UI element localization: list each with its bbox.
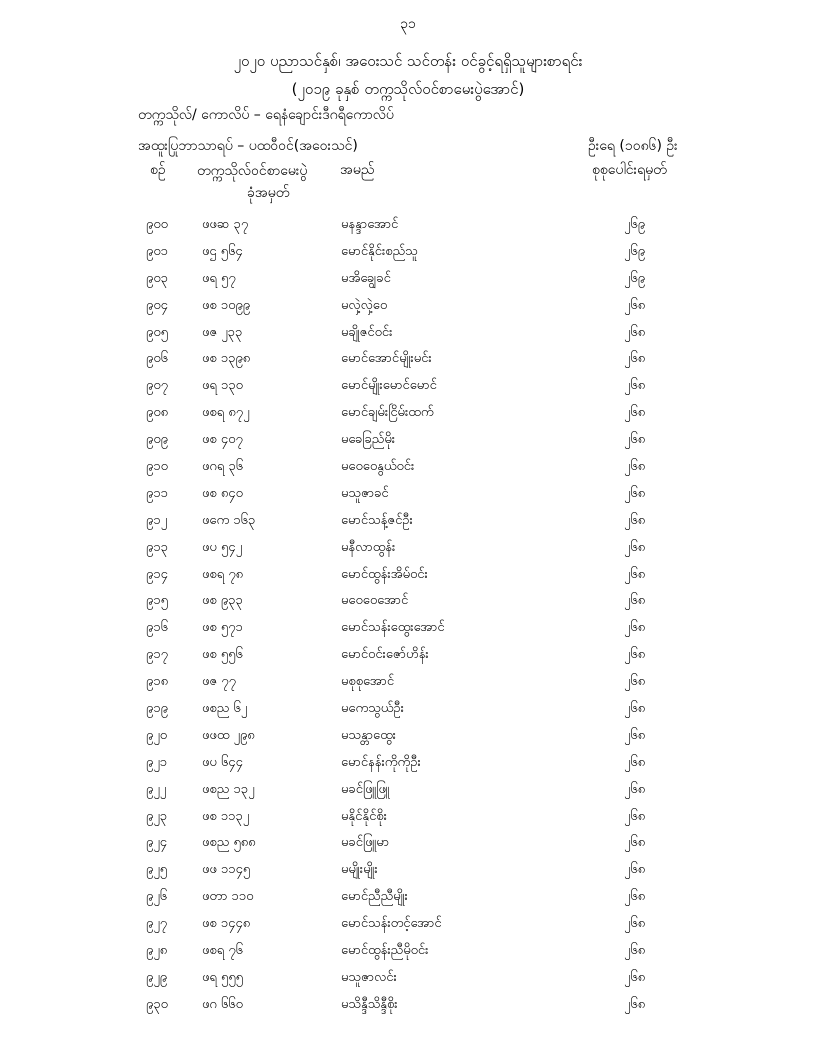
total-score: ၂၆၈: [624, 297, 646, 313]
row-number: ၉၂၀: [146, 727, 168, 743]
row-number: ၉၀၀: [146, 217, 168, 232]
row-number: ၉၂၃: [146, 808, 168, 824]
row-number: ၉၂၆: [146, 889, 168, 905]
student-name: မောင်ချမ်းငြိမ်းထက်: [341, 405, 434, 421]
table-row: [0, 913, 816, 940]
row-number: ၉၂၇: [146, 916, 168, 932]
student-name: မချိုဇင်ဝင်း: [341, 324, 393, 340]
row-number: ၉၀၉: [146, 432, 168, 448]
roll-number: ဖဖ ၁၁၄၅: [202, 862, 251, 878]
row-number: ၉၁၁: [146, 485, 168, 501]
total-score: ၂၆၈: [624, 727, 646, 743]
table-row: [0, 832, 816, 859]
table-row: [0, 322, 816, 349]
table-row: [0, 698, 816, 725]
total-score: ၂၆၈: [624, 889, 646, 905]
total-score: ၂၆၈: [624, 378, 646, 394]
student-name: မသူဇာခင်: [341, 485, 389, 501]
table-row: [0, 859, 816, 886]
total-score: ၂၆၈: [624, 459, 646, 475]
total-score: ၂၆၈: [624, 405, 646, 421]
student-name: မဝေဝေအောင်: [341, 593, 409, 609]
row-number: ၉၀၆: [146, 351, 168, 367]
table-row: [0, 429, 816, 456]
table-row: [0, 806, 816, 833]
row-number: ၉၁၅: [146, 593, 168, 609]
total-score: ၂၆၈: [624, 943, 646, 959]
student-name: မနီလာထွန်း: [341, 539, 396, 555]
student-name: မအိချွေခင်: [341, 270, 391, 286]
total-score: ၂၆၈: [624, 593, 646, 609]
table-row: [0, 617, 816, 644]
roll-number: ဖရ ၁၃၀: [202, 378, 243, 394]
row-number: ၉၂၂: [146, 781, 167, 797]
student-name: မောင်ညီညီမျိုး: [341, 889, 408, 905]
table-row: [0, 241, 816, 268]
table-row: [0, 510, 816, 537]
column-header-roll-line1: တက္ကသိုလ်ဝင်စာမေးပွဲ: [197, 163, 308, 179]
roll-number: ဖဇ ၂၃၃: [202, 324, 243, 340]
roll-number: ဖဌ ၅၆၄: [202, 243, 243, 259]
student-name: မောင်သန်းထွေးအောင်: [341, 620, 445, 636]
total-score: ၂၆၉: [624, 243, 646, 259]
roll-number: ဖဂ ၆၆၀: [202, 996, 243, 1012]
student-name: မသိန္ဒီသိန္ဒီစိုး: [341, 996, 398, 1012]
page-number: ၃၁: [400, 16, 416, 32]
student-name: မောင်နန်းကိုကိုဦး: [341, 754, 421, 770]
column-header-total: စုစုပေါင်းရမှတ်: [592, 162, 667, 178]
table-row: [0, 644, 816, 671]
roll-number: ဖစ ၁၀၉၉: [202, 297, 251, 313]
row-number: ၉၁၇: [146, 647, 168, 663]
table-row: [0, 564, 816, 591]
row-number: ၉၀၁: [146, 243, 168, 259]
student-name: မောင်ဝင်းဇော်ဟိန်း: [341, 647, 429, 663]
student-name: မောင်အောင်မျိုးမင်း: [341, 351, 432, 367]
total-score: ၂၆၈: [624, 701, 646, 717]
roll-number: ဖဖဆ ၃၇: [202, 217, 249, 232]
table-row: [0, 295, 816, 322]
roll-number: ဖရ ၅၇: [202, 270, 236, 286]
total-score: ၂၆၈: [624, 324, 646, 340]
roll-number: ဖစ ၈၄၀: [202, 485, 243, 501]
roll-number: ဖစ ၅၇၁: [202, 620, 243, 636]
total-score: ၂၆၈: [624, 485, 646, 501]
roll-number: ဖဂရ ၃၆: [202, 459, 244, 475]
total-score: ၂၆၉: [624, 217, 646, 232]
table-row: [0, 537, 816, 564]
row-number: ၉၂၉: [146, 969, 168, 985]
row-number: ၉၁၀: [146, 459, 168, 475]
row-number: ၉၁၃: [146, 539, 168, 555]
roll-number: ဖပ ၆၄၄: [202, 754, 243, 770]
total-score: ၂၆၈: [624, 754, 646, 770]
roll-number: ဖစည ၁၃၂: [202, 781, 255, 797]
row-number: ၉၁၂: [146, 512, 168, 528]
university-line: တက္ကသိုလ်/ ကောလိပ် – ရေနံချောင်းဒီဂရီကောလိပ်: [138, 107, 394, 123]
total-score: ၂၆၈: [624, 512, 646, 528]
student-name: မခင်ဖြူဖြူ: [341, 781, 390, 797]
total-score: ၂၆၈: [624, 808, 646, 824]
row-number: ၉၁၉: [146, 701, 168, 717]
table-row: [0, 483, 816, 510]
roll-number: ဖစရ ၇၈: [202, 566, 244, 582]
row-number: ၉၂၄: [146, 835, 168, 851]
table-row: [0, 268, 816, 295]
student-name: မောင်ထွန်းအိမ်ဝင်း: [341, 566, 428, 582]
column-header-roll: [197, 160, 307, 204]
total-score: ၂၆၈: [624, 969, 646, 985]
total-score: ၂၆၈: [624, 862, 646, 878]
total-score: ၂၆၈: [624, 781, 646, 797]
table-row: [0, 214, 816, 241]
total-score: ၂၆၈: [624, 351, 646, 367]
subject-line: အထူးပြုဘာသာရပ် – ပထဝီဝင်(အဝေးသင်): [138, 138, 358, 154]
row-number: ၉၂၈: [146, 943, 168, 959]
row-number: ၉၃၀: [146, 996, 168, 1012]
total-score: ၂၆၈: [624, 674, 646, 690]
table-row: [0, 375, 816, 402]
roll-number: ဖစ ၁၃၉၈: [202, 351, 251, 367]
total-score: ၂၆၈: [624, 647, 646, 663]
roll-number: ဖဖထ ၂၉၈: [202, 727, 255, 743]
table-row: [0, 752, 816, 779]
table-row: [0, 456, 816, 483]
total-score: ၂၆၉: [624, 270, 646, 286]
table-row: [0, 886, 816, 913]
roll-number: ဖစ ၁၄၄၈: [202, 916, 251, 932]
student-name: မောင်မျိုးမောင်မောင်: [341, 378, 437, 394]
row-number: ၉၂၅: [146, 862, 168, 878]
table-row: [0, 348, 816, 375]
column-header-roll-line2: ခုံအမှတ်: [247, 185, 290, 201]
student-name: မမျိုးမျိုး: [341, 862, 378, 878]
row-number: ၉၁၆: [146, 620, 168, 636]
student-name: မသန္တာထွေး: [341, 727, 396, 743]
student-name: မောင်ထွန်းညီမိုဝင်း: [341, 943, 429, 959]
roll-number: ဖပ ၅၄၂: [202, 539, 242, 555]
results-table: [0, 214, 816, 1021]
roll-number: ဖစရ ၈၇၂: [202, 405, 250, 421]
row-number: ၉၀၄: [146, 297, 168, 313]
student-name: မဝေဝေနွယ်ဝင်း: [341, 459, 415, 475]
student-name: မလှဲ့လှဲ့ဝေ: [341, 297, 388, 313]
roll-number: ဖဇ ၇၇: [202, 674, 236, 690]
student-name: မစုစုအောင်: [341, 674, 395, 690]
total-score: ၂၆၈: [624, 835, 646, 851]
row-number: ၉၂၁: [146, 754, 168, 770]
column-header-name: အမည်: [340, 162, 375, 178]
table-row: [0, 725, 816, 752]
column-header-no: စဉ်: [150, 162, 166, 178]
student-name: မသူဇာလင်း: [341, 969, 397, 985]
student-name: မကေသွယ်ဦး: [341, 701, 404, 717]
student-name: မနန္ဒာအောင်: [341, 217, 399, 232]
roll-number: ဖစ ၅၅၆: [202, 647, 243, 663]
total-score: ၂၆၈: [624, 996, 646, 1012]
table-row: [0, 940, 816, 967]
table-row: [0, 994, 816, 1021]
roll-number: ဖစည ၆၂: [202, 701, 248, 717]
roll-number: ဖစ ၉၃၃: [202, 593, 243, 609]
total-score: ၂၆၈: [624, 566, 646, 582]
student-name: မောင်သန်းတင့်အောင်: [341, 916, 442, 932]
document-title: ၂၀၂၀ ပညာသင်နှစ်၊ အဝေးသင် သင်တန်း ဝင်ခွင့်ရရှိသူများစာရင်း: [233, 52, 583, 70]
student-name: မခေခြည်မိုး: [341, 432, 396, 448]
total-score: ၂၆၈: [624, 432, 646, 448]
total-score: ၂၆၈: [624, 539, 646, 555]
roll-number: ဖစ ၁၁၃၂: [202, 808, 250, 824]
table-row: [0, 402, 816, 429]
row-number: ၉၀၇: [146, 378, 168, 394]
student-count: ဦးရေ (၁၀၈၆) ဦး: [588, 138, 678, 154]
table-row: [0, 967, 816, 994]
total-score: ၂၆၈: [624, 620, 646, 636]
roll-number: ဖစည ၅၈၈: [202, 835, 256, 851]
document-subtitle: (၂၀၁၉ ခုနှစ် တက္ကသိုလ်ဝင်စာမေးပွဲအောင်): [291, 80, 525, 98]
student-name: မခင်ဖြူမာ: [341, 835, 390, 851]
student-name: မောင်သန့်ဇင်ဦး: [341, 512, 413, 528]
table-row: [0, 590, 816, 617]
table-row: [0, 671, 816, 698]
student-name: မနိုင်နိုင်စိုး: [341, 808, 387, 824]
row-number: ၉၀၅: [146, 324, 168, 340]
roll-number: ဖစရ ၇၆: [202, 943, 243, 959]
student-name: မောင်နိုင်းစည်သူ: [341, 243, 418, 259]
table-row: [0, 779, 816, 806]
total-score: ၂၆၈: [624, 916, 646, 932]
roll-number: ဖရ ၅၅၅: [202, 969, 243, 985]
roll-number: ဖစ ၄၀၇: [202, 432, 243, 448]
row-number: ၉၀၃: [146, 270, 168, 286]
roll-number: ဖကေ ၁၆၃: [202, 512, 256, 528]
row-number: ၉၀၈: [146, 405, 169, 421]
row-number: ၉၁၈: [146, 674, 169, 690]
roll-number: ဖတာ ၁၁၀: [202, 889, 254, 905]
row-number: ၉၁၄: [146, 566, 168, 582]
